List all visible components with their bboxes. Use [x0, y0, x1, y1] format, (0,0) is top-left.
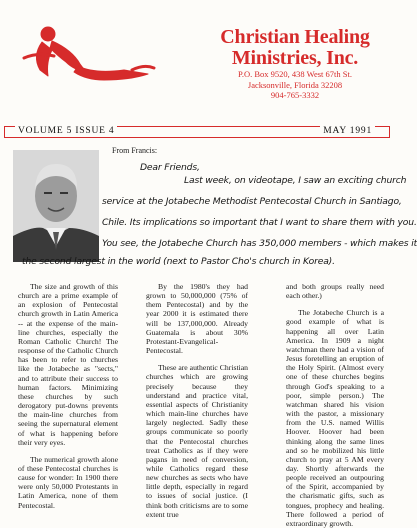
- letter-line: Dear Friends,: [140, 162, 200, 173]
- handwritten-letter: [22, 152, 417, 267]
- address-line: Jacksonville, Florida 32208: [247, 79, 343, 90]
- letter-line: Last week, on videotape, I saw an exciting church: [184, 175, 407, 186]
- article-column-1: [18, 282, 118, 512]
- letter-from: From Francis:: [112, 146, 158, 155]
- article-paragraph: and both groups really need each other.): [286, 282, 384, 301]
- letter-line: Chile. Its implications so important that I want to share them with you.: [102, 217, 417, 228]
- issue-date: MAY 1991: [320, 126, 375, 136]
- letter-line: the second largest in the world (next to Pastor Cho's church in Korea).: [22, 256, 335, 267]
- phone-number: 904-765-3332: [270, 90, 320, 100]
- letter-line: service at the Jotabeche Methodist Pentecostal Church in Santiago,: [102, 196, 402, 207]
- article-paragraph: The size and growth of this church are a prime example of an explosion of Pentecostal church growth in Latin America -- at the expense of the main-line churches, especially the Roman Catholic Church! The response of the Catholic Church has been to refer to churches like the Jotabeche as "sects," and to attribute their success to human factors. Minimizing these churches by such derogatory put-downs prevents the main-line churches from seeing the supernatural element of what is happening before their very eyes.: [18, 282, 118, 447]
- letter-line: You see, the Jotabeche Church has 350,000 members - which makes it: [102, 238, 417, 249]
- article-column-3: [286, 282, 384, 528]
- article-paragraph: The Jotabeche Church is a good example of what is happening all over Latin America. In 1909 a night watchman there had a vision of Jesus foretelling an eruption of the Holy Spirit. (Almost every one of these churches begins through God's speaking to a poor, simple person.) The watchman shared his vision with the pastor, a missionary from the U.S. named Willis Hoover. Hoover had been thinking along the same lines and so he mobilized his little church to pray at 5 AM every day. Shortly afterwards the people received an outpouring of the Spirit, accompanied by the charismatic gifts, such as tongues, prophecy and healing. There followed a period of extraordinary growth.: [286, 308, 384, 528]
- address-line: P.O. Box 9520, 438 West 67th St.: [238, 69, 352, 79]
- ministry-logo: [12, 12, 162, 92]
- organization-name-line-1: Christian Healing: [220, 26, 370, 48]
- volume-issue: VOLUME 5 ISSUE 4: [15, 126, 117, 136]
- article-paragraph: The numerical growth alone of these Pentecostal churches is cause for wonder: In 1900 there were only 50,000 Protestants in Latin America, none of them Pentecostal.: [18, 454, 118, 510]
- issue-bar: [4, 126, 390, 138]
- organization-name-line-2: Ministries, Inc.: [231, 47, 359, 69]
- masthead: [200, 27, 390, 101]
- article-paragraph: These are authentic Christian churches which are growing precisely because they understand and practice vital, essential aspects of Christianity which main-line churches have largely neglected. Sadly these groups communicate so poorly that the Pentecostal churches treat Catholics as if they were pagans in need of conversion, while Catholics regard these new churches as sects who have little depth, especially in regard to issues of social justice. (I think both criticisms are to some extent true: [146, 363, 248, 519]
- article-paragraph: By the 1980's they had grown to 50,000,000 (75% of them Pentecostal) and by the year 2000 it is estimated there will be 137,000,000. Already Guatemala is about 30% Protestant-Evangelical-Pentecostal.: [146, 282, 248, 356]
- article-column-2: [146, 282, 248, 519]
